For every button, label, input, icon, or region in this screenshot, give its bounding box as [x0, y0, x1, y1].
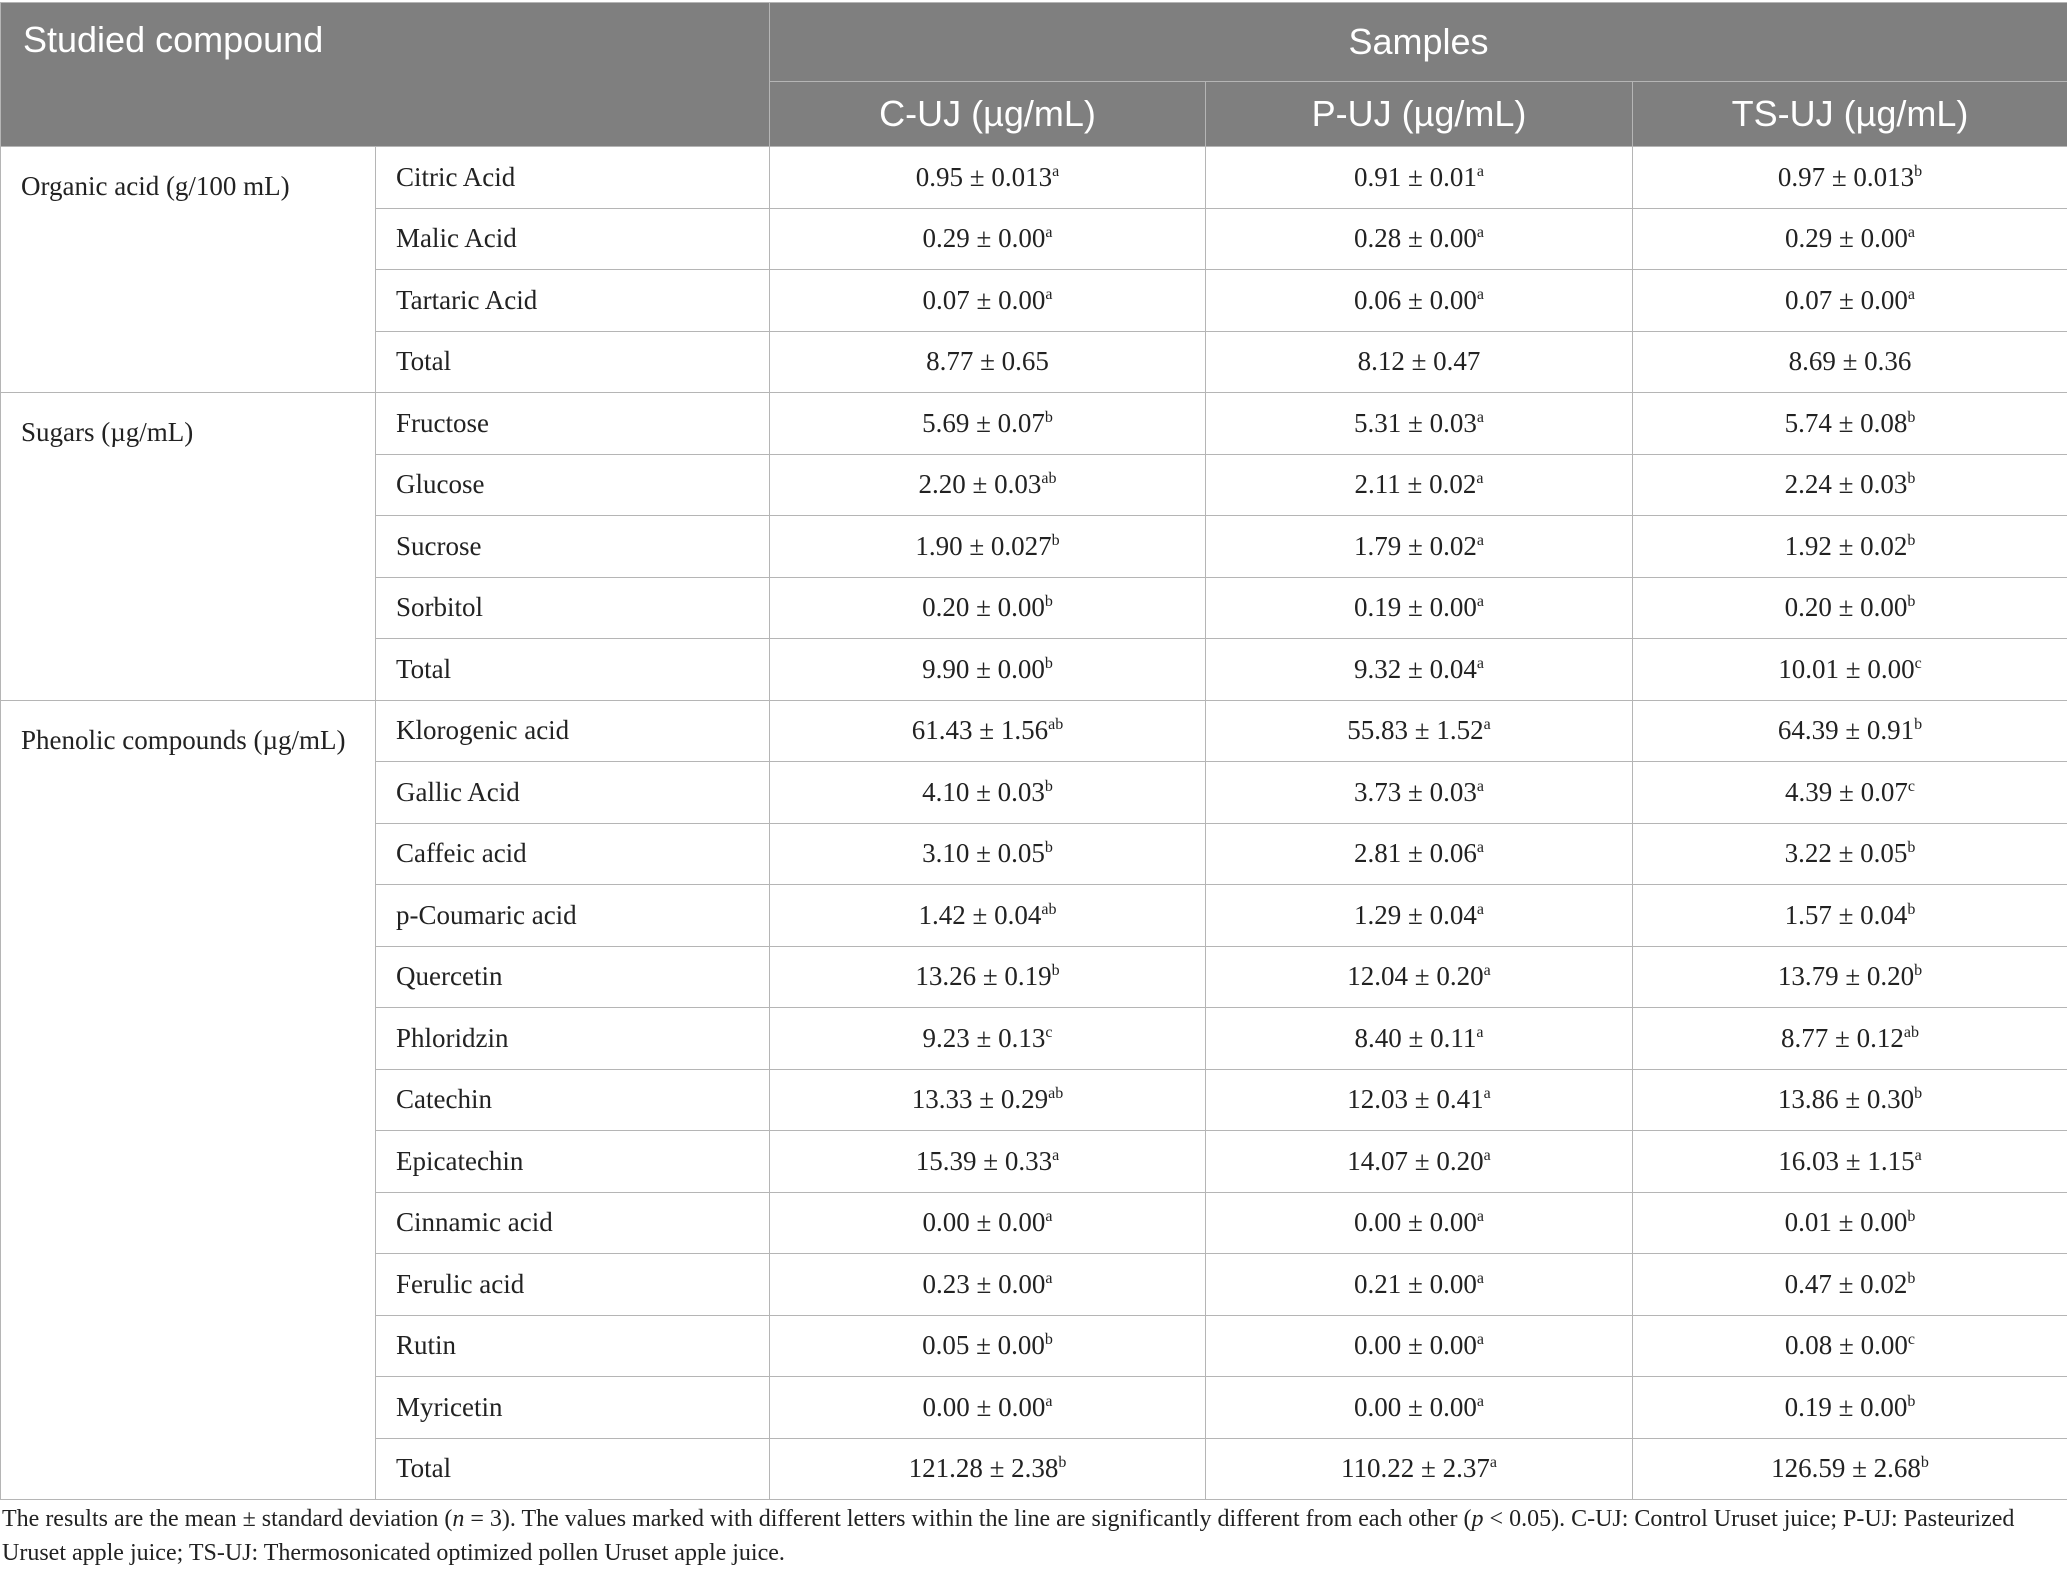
significance-letter: b [1907, 470, 1916, 488]
value-cell-ts-uj [1633, 1069, 2067, 1131]
significance-letter: a [1476, 1331, 1484, 1349]
value-text: 121.28 ± 2.38 [908, 1453, 1059, 1484]
compound-name: Citric Acid [376, 147, 770, 209]
significance-letter: b [1907, 1208, 1916, 1226]
value-text: 13.33 ± 0.29 [911, 1084, 1049, 1115]
value-text: 4.10 ± 0.03 [922, 776, 1045, 807]
value-cell-ts-uj [1633, 762, 2067, 824]
value-text: 0.19 ± 0.00 [1784, 1391, 1908, 1422]
value-cell-ts-uj [1633, 331, 2067, 393]
value-cell-p-uj [1206, 516, 1633, 578]
significance-letter: b [1058, 1454, 1067, 1472]
compound-name: Tartaric Acid [376, 270, 770, 332]
value-cell-p-uj [1206, 1254, 1633, 1316]
value-cell-c-uj [770, 1377, 1206, 1439]
significance-letter: ab [1048, 716, 1064, 734]
value-cell-c-uj [770, 516, 1206, 578]
value-cell-c-uj [770, 454, 1206, 516]
value-text: 110.22 ± 2.37 [1341, 1453, 1490, 1484]
value-cell-c-uj [770, 639, 1206, 701]
value-text: 0.20 ± 0.00 [922, 592, 1045, 623]
compound-name: Quercetin [376, 946, 770, 1008]
compound-name: Glucose [376, 454, 770, 516]
footnote-n: n [452, 1506, 465, 1532]
value-text: 5.69 ± 0.07 [922, 407, 1045, 438]
significance-letter: a [1483, 1146, 1491, 1164]
value-text: 64.39 ± 0.91 [1777, 715, 1915, 746]
significance-letter: a [1476, 593, 1484, 611]
value-cell-p-uj [1206, 208, 1633, 270]
value-text: 3.73 ± 0.03 [1354, 776, 1477, 807]
value-cell-ts-uj [1633, 1315, 2067, 1377]
compound-name: Total [376, 639, 770, 701]
value-text: 0.91 ± 0.01 [1354, 161, 1477, 192]
significance-letter: c [1907, 1331, 1915, 1349]
value-text: 12.04 ± 0.20 [1347, 961, 1484, 992]
value-cell-ts-uj [1633, 1377, 2067, 1439]
significance-letter: a [1476, 285, 1484, 303]
value-cell-ts-uj [1633, 885, 2067, 947]
significance-letter: a [1052, 1146, 1060, 1164]
value-cell-p-uj [1206, 577, 1633, 639]
value-cell-c-uj [770, 147, 1206, 209]
value-text: 4.39 ± 0.07 [1785, 776, 1908, 807]
studied-compound-header: Studied compound [1, 3, 770, 147]
compound-name: Malic Acid [376, 208, 770, 270]
significance-letter: b [1907, 1269, 1916, 1287]
value-cell-p-uj [1206, 762, 1633, 824]
significance-letter: a [1045, 1392, 1053, 1410]
footnote-p: p [1471, 1506, 1484, 1532]
footnote-part2: = 3). The values marked with different letters within the line are significantly different from each other ( [464, 1506, 1472, 1532]
value-text: 14.07 ± 0.20 [1347, 1145, 1484, 1176]
value-cell-ts-uj [1633, 700, 2067, 762]
value-text: 1.92 ± 0.02 [1784, 530, 1908, 561]
value-cell-p-uj [1206, 454, 1633, 516]
significance-letter: a [1045, 1269, 1053, 1287]
value-cell-c-uj [770, 393, 1206, 455]
value-text: 61.43 ± 1.56 [911, 715, 1049, 746]
significance-letter: a [1476, 1023, 1484, 1041]
significance-letter: a [1476, 654, 1484, 672]
value-text: 0.97 ± 0.013 [1777, 161, 1915, 192]
significance-letter: b [1907, 531, 1916, 549]
value-text: 0.23 ± 0.00 [922, 1268, 1046, 1299]
value-text: 13.86 ± 0.30 [1777, 1084, 1915, 1115]
value-cell-c-uj [770, 208, 1206, 270]
value-cell-c-uj [770, 946, 1206, 1008]
value-text: 16.03 ± 1.15 [1778, 1145, 1915, 1176]
value-text: 0.47 ± 0.02 [1784, 1268, 1908, 1299]
significance-letter: b [1044, 1331, 1053, 1349]
significance-letter: a [1476, 1392, 1484, 1410]
value-text: 1.29 ± 0.04 [1354, 899, 1477, 930]
significance-letter: a [1476, 531, 1484, 549]
significance-letter: b [1051, 962, 1060, 980]
value-cell-p-uj [1206, 885, 1633, 947]
value-text: 126.59 ± 2.68 [1771, 1453, 1921, 1484]
significance-letter: a [1476, 777, 1484, 795]
value-text: 8.12 ± 0.47 [1357, 346, 1481, 377]
compound-name: Total [376, 1438, 770, 1500]
compound-name: Rutin [376, 1315, 770, 1377]
compound-name: Epicatechin [376, 1131, 770, 1193]
compound-name: Caffeic acid [376, 823, 770, 885]
significance-letter: b [1051, 531, 1060, 549]
value-cell-p-uj [1206, 270, 1633, 332]
significance-letter: b [1907, 1392, 1916, 1410]
significance-letter: b [1920, 1454, 1929, 1472]
significance-letter: b [1044, 654, 1053, 672]
value-cell-c-uj [770, 1008, 1206, 1070]
significance-letter: b [1907, 408, 1916, 426]
value-cell-ts-uj [1633, 577, 2067, 639]
value-text: 1.57 ± 0.04 [1784, 899, 1908, 930]
table-row [1, 147, 2067, 209]
value-cell-ts-uj [1633, 946, 2067, 1008]
significance-letter: b [1044, 593, 1053, 611]
significance-letter: ab [1903, 1023, 1919, 1041]
value-cell-ts-uj [1633, 454, 2067, 516]
group-label: Sugars (µg/mL) [1, 393, 376, 701]
value-text: 3.10 ± 0.05 [922, 838, 1045, 869]
value-cell-p-uj [1206, 393, 1633, 455]
value-text: 9.32 ± 0.04 [1354, 653, 1477, 684]
value-cell-ts-uj [1633, 639, 2067, 701]
value-text: 0.07 ± 0.00 [1785, 284, 1908, 315]
value-text: 1.79 ± 0.02 [1354, 530, 1477, 561]
value-text: 0.19 ± 0.00 [1354, 592, 1477, 623]
significance-letter: b [1044, 408, 1053, 426]
value-text: 0.00 ± 0.00 [922, 1207, 1046, 1238]
value-text: 0.28 ± 0.00 [1354, 223, 1477, 254]
value-cell-p-uj [1206, 1377, 1633, 1439]
significance-letter: ab [1041, 470, 1057, 488]
value-text: 2.81 ± 0.06 [1354, 838, 1477, 869]
value-text: 0.95 ± 0.013 [915, 161, 1053, 192]
compound-name: Catechin [376, 1069, 770, 1131]
compound-name: Myricetin [376, 1377, 770, 1439]
significance-letter: ab [1048, 1085, 1064, 1103]
value-text: 5.74 ± 0.08 [1784, 407, 1908, 438]
value-cell-p-uj [1206, 1131, 1633, 1193]
value-text: 9.23 ± 0.13 [922, 1022, 1046, 1053]
value-cell-p-uj [1206, 1192, 1633, 1254]
value-cell-c-uj [770, 885, 1206, 947]
significance-letter: a [1483, 1085, 1491, 1103]
table-row [1, 393, 2067, 455]
value-text: 3.22 ± 0.05 [1784, 838, 1908, 869]
value-text: 15.39 ± 0.33 [915, 1145, 1053, 1176]
value-text: 0.21 ± 0.00 [1354, 1268, 1477, 1299]
significance-letter: b [1907, 839, 1916, 857]
footnote-part1: The results are the mean ± standard deviation ( [2, 1506, 453, 1532]
value-cell-ts-uj [1633, 1438, 2067, 1500]
value-cell-ts-uj [1633, 147, 2067, 209]
significance-letter: a [1476, 1269, 1484, 1287]
value-text: 0.05 ± 0.00 [922, 1330, 1045, 1361]
value-text: 0.20 ± 0.00 [1784, 592, 1908, 623]
table-footnote [2, 1502, 2062, 1570]
table-header [1, 3, 2067, 147]
samples-header: Samples [770, 3, 2067, 82]
value-cell-p-uj [1206, 823, 1633, 885]
value-cell-ts-uj [1633, 1131, 2067, 1193]
value-cell-ts-uj [1633, 208, 2067, 270]
significance-letter: b [1914, 716, 1923, 734]
value-cell-p-uj [1206, 700, 1633, 762]
value-text: 0.00 ± 0.00 [1354, 1207, 1477, 1238]
table-body [1, 147, 2067, 1500]
significance-letter: b [1044, 839, 1053, 857]
significance-letter: b [1907, 593, 1916, 611]
value-text: 8.40 ± 0.11 [1354, 1022, 1477, 1053]
column-header-p-uj: P-UJ (µg/mL) [1206, 82, 1633, 147]
significance-letter: a [1045, 224, 1053, 242]
significance-letter: ab [1041, 900, 1057, 918]
compound-name: p-Coumaric acid [376, 885, 770, 947]
value-text: 13.26 ± 0.19 [915, 961, 1052, 992]
value-text: 2.24 ± 0.03 [1784, 469, 1908, 500]
significance-letter: a [1045, 285, 1053, 303]
column-header-ts-uj: TS-UJ (µg/mL) [1633, 82, 2067, 147]
value-cell-p-uj [1206, 946, 1633, 1008]
value-text: 0.06 ± 0.00 [1354, 284, 1477, 315]
value-text: 9.90 ± 0.00 [922, 653, 1045, 684]
footnote-part3: < 0.05). C-UJ: Control Uruset juice; P-UJ: Pasteurized Uruset apple juice; TS-UJ: Thermosonicated optimized pollen Uruset apple juice. [2, 1506, 2015, 1566]
group-label: Organic acid (g/100 mL) [1, 147, 376, 393]
significance-letter: a [1476, 162, 1484, 180]
value-cell-c-uj [770, 331, 1206, 393]
value-text: 0.29 ± 0.00 [922, 223, 1046, 254]
value-text: 1.90 ± 0.027 [915, 530, 1052, 561]
value-text: 0.08 ± 0.00 [1785, 1330, 1908, 1361]
significance-letter: a [1483, 716, 1491, 734]
compound-name: Gallic Acid [376, 762, 770, 824]
significance-letter: b [1907, 900, 1916, 918]
value-cell-ts-uj [1633, 516, 2067, 578]
compound-name: Total [376, 331, 770, 393]
significance-letter: b [1914, 162, 1923, 180]
column-header-c-uj: C-UJ (µg/mL) [770, 82, 1206, 147]
value-text: 2.20 ± 0.03 [918, 469, 1042, 500]
value-text: 0.29 ± 0.00 [1785, 223, 1908, 254]
value-cell-p-uj [1206, 1315, 1633, 1377]
value-text: 8.77 ± 0.65 [926, 346, 1049, 377]
value-cell-c-uj [770, 1192, 1206, 1254]
value-text: 0.00 ± 0.00 [1354, 1391, 1477, 1422]
value-cell-c-uj [770, 823, 1206, 885]
value-cell-p-uj [1206, 147, 1633, 209]
compound-name: Ferulic acid [376, 1254, 770, 1316]
value-cell-c-uj [770, 1069, 1206, 1131]
significance-letter: b [1914, 1085, 1923, 1103]
value-text: 12.03 ± 0.41 [1347, 1084, 1484, 1115]
significance-letter: a [1483, 962, 1491, 980]
value-text: 55.83 ± 1.52 [1347, 715, 1484, 746]
value-cell-c-uj [770, 270, 1206, 332]
significance-letter: a [1907, 224, 1915, 242]
value-cell-c-uj [770, 577, 1206, 639]
significance-letter: a [1045, 1208, 1053, 1226]
compound-name: Phloridzin [376, 1008, 770, 1070]
significance-letter: a [1907, 285, 1915, 303]
value-cell-ts-uj [1633, 1008, 2067, 1070]
value-text: 8.69 ± 0.36 [1788, 346, 1912, 377]
compound-name: Fructose [376, 393, 770, 455]
results-table [0, 2, 2067, 1500]
value-cell-c-uj [770, 1131, 1206, 1193]
significance-letter: c [1045, 1023, 1053, 1041]
significance-letter: a [1914, 1146, 1922, 1164]
group-label: Phenolic compounds (µg/mL) [1, 700, 376, 1500]
significance-letter: a [1476, 408, 1484, 426]
value-cell-c-uj [770, 1438, 1206, 1500]
compound-name: Sucrose [376, 516, 770, 578]
value-cell-c-uj [770, 762, 1206, 824]
value-text: 1.42 ± 0.04 [918, 899, 1042, 930]
value-text: 2.11 ± 0.02 [1354, 469, 1477, 500]
significance-letter: a [1476, 1208, 1484, 1226]
value-cell-p-uj [1206, 1008, 1633, 1070]
value-cell-ts-uj [1633, 1192, 2067, 1254]
value-cell-c-uj [770, 700, 1206, 762]
value-text: 0.01 ± 0.00 [1784, 1207, 1908, 1238]
value-cell-p-uj [1206, 331, 1633, 393]
significance-letter: b [1914, 962, 1923, 980]
value-cell-c-uj [770, 1254, 1206, 1316]
value-text: 0.00 ± 0.00 [922, 1391, 1046, 1422]
value-text: 0.00 ± 0.00 [1354, 1330, 1477, 1361]
value-cell-p-uj [1206, 639, 1633, 701]
significance-letter: c [1907, 777, 1915, 795]
significance-letter: c [1914, 654, 1922, 672]
value-cell-ts-uj [1633, 823, 2067, 885]
value-text: 8.77 ± 0.12 [1781, 1022, 1904, 1053]
value-cell-p-uj [1206, 1438, 1633, 1500]
significance-letter: a [1476, 470, 1484, 488]
significance-letter: a [1489, 1454, 1497, 1472]
significance-letter: a [1476, 224, 1484, 242]
significance-letter: a [1476, 900, 1484, 918]
compound-name: Sorbitol [376, 577, 770, 639]
table-row [1, 700, 2067, 762]
value-text: 0.07 ± 0.00 [922, 284, 1046, 315]
table-container [0, 2, 2067, 1500]
value-text: 10.01 ± 0.00 [1778, 653, 1915, 684]
significance-letter: b [1044, 777, 1053, 795]
value-cell-p-uj [1206, 1069, 1633, 1131]
value-cell-ts-uj [1633, 270, 2067, 332]
value-cell-ts-uj [1633, 1254, 2067, 1316]
compound-name: Klorogenic acid [376, 700, 770, 762]
significance-letter: a [1052, 162, 1060, 180]
value-text: 5.31 ± 0.03 [1354, 407, 1477, 438]
value-text: 13.79 ± 0.20 [1777, 961, 1915, 992]
value-cell-ts-uj [1633, 393, 2067, 455]
value-cell-c-uj [770, 1315, 1206, 1377]
significance-letter: a [1476, 839, 1484, 857]
compound-name: Cinnamic acid [376, 1192, 770, 1254]
